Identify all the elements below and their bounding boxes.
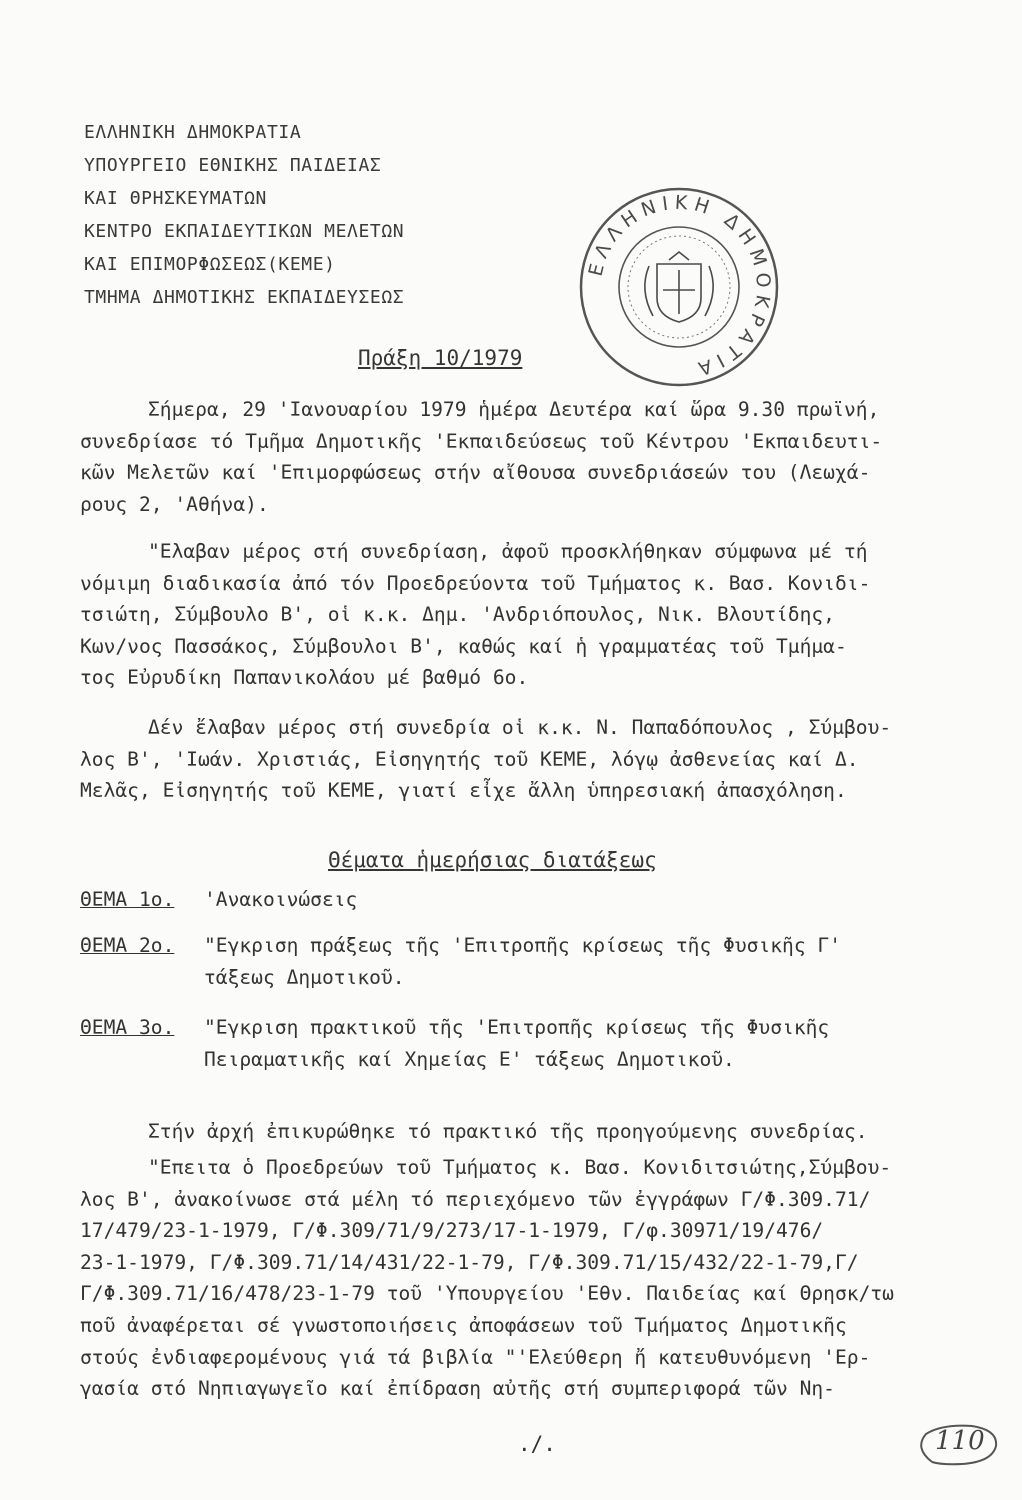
paragraph-attendees xyxy=(80,536,1022,694)
page-number: 110 xyxy=(935,1426,985,1456)
text-line: τος Εὐρυδίκη Παπανικολάου μέ βαθμό 6ο. xyxy=(80,666,529,690)
text-line: λος Β', 'Ιωάν. Χριστιάς, Εἰσηγητής τοῦ ΚΕΜΕ, λόγῳ ἀσθενείας καί Δ. xyxy=(80,747,859,771)
text-line: 23-1-1979, Γ/Φ.309.71/14/431/22-1-79, Γ/Φ.309.71/15/432/22-1-79,Γ/ xyxy=(80,1250,859,1274)
text-line: "Επειτα ὁ Προεδρεύων τοῦ Τμήματος κ. Βασ. Κονιδιτσιώτης,Σύμβου- xyxy=(148,1156,892,1179)
text-line: ποῦ ἀναφέρεται σέ γνωστοποιήσεις ἀποφάσεων τοῦ Τμήματος Δημοτικῆς xyxy=(80,1313,847,1337)
seal-text: ΕΛΛΗΝΙΚΗ ΔΗΜΟΚΡΑΤΙΑ xyxy=(584,191,775,381)
text-line: Σήμερα, 29 'Ιανουαρίου 1979 ἡμέρα Δευτέρα καί ὥρα 9.30 πρωϊνή, xyxy=(148,398,880,421)
agenda-topic-text: "Εγκριση πράξεως τῆς 'Επιτροπῆς κρίσεως τῆς Φυσικῆς Γ' τάξεως Δημοτικοῦ. xyxy=(204,934,842,989)
text-line: Δέν ἔλαβαν μέρος στή συνεδρία οἱ κ.κ. Ν. Παπαδόπουλος , Σύμβου- xyxy=(148,716,892,739)
paragraph-session-date xyxy=(80,394,1022,520)
paragraph-approval: Στήν ἀρχή ἐπικυρώθηκε τό πρακτικό τῆς προηγούμενης συνεδρίας. xyxy=(148,1120,868,1143)
agenda-topic-label: ΘΕΜΑ 1ο. xyxy=(80,888,175,911)
agenda-title: Θέματα ἡμερήσιας διατάξεως xyxy=(328,848,657,872)
letterhead-line: ΚΑΙ ΘΡΗΣΚΕΥΜΑΤΩΝ xyxy=(84,188,267,209)
text-line: Κων/νος Πασσάκος, Σύμβουλοι Β', καθώς καί ἡ γραμματέας τοῦ Τμήμα- xyxy=(80,634,847,658)
text-line: τσιώτη, Σύμβουλο Β', οἱ κ.κ. Δημ. 'Ανδριόπουλος, Νικ. Βλουτίδης, xyxy=(80,603,835,627)
agenda-topic-text: "Εγκριση πρακτικοῦ τῆς 'Επιτροπῆς κρίσεως τῆς Φυσικῆς Πειραματικῆς καί Χημείας Ε' τάξεως Δημοτικοῦ. xyxy=(204,1016,830,1071)
agenda-topic-text: 'Ανακοινώσεις xyxy=(204,888,358,911)
text-line: "Ελαβαν μέρος στή συνεδρίαση, ἀφοῦ προσκλήθηκαν σύμφωνα μέ τή xyxy=(148,540,868,563)
agenda-topic-label: ΘΕΜΑ 3ο. xyxy=(80,1016,175,1039)
letterhead-line: ΤΜΗΜΑ ΔΗΜΟΤΙΚΗΣ ΕΚΠΑΙΔΕΥΣΕΩΣ xyxy=(84,287,405,308)
text-line: Γ/Φ.309.71/16/478/23-1-79 τοῦ 'Υπουργείου 'Εθν. Παιδείας καί Θρησκ/τω xyxy=(80,1282,894,1306)
continuation-marker: ./. xyxy=(518,1432,556,1456)
text-line: Μελᾶς, Εἰσηγητής τοῦ ΚΕΜΕ, γιατί εἶχε ἄλλη ὑπηρεσιακή ἀπασχόληση. xyxy=(80,779,847,803)
paragraph-announcements xyxy=(80,1152,1022,1405)
letterhead-line: ΚΑΙ ΕΠΙΜΟΡΦΩΣΕΩΣ(ΚΕΜΕ) xyxy=(84,254,336,275)
text-line: στούς ἐνδιαφερομένους γιά τά βιβλία "'Ελεύθερη ἤ κατευθυνόμενη 'Ερ- xyxy=(80,1345,871,1369)
official-seal-stamp xyxy=(574,182,784,392)
letterhead-line: ΥΠΟΥΡΓΕΙΟ ΕΘΝΙΚΗΣ ΠΑΙΔΕΙΑΣ xyxy=(84,155,382,176)
act-title: Πράξη 10/1979 xyxy=(358,346,523,370)
agenda-topic-label: ΘΕΜΑ 2ο. xyxy=(80,934,175,957)
text-line: 17/479/23-1-1979, Γ/Φ.309/71/9/273/17-1-1979, Γ/φ.30971/19/476/ xyxy=(80,1219,824,1243)
letterhead xyxy=(84,116,504,314)
letterhead-line: ΕΛΛΗΝΙΚΗ ΔΗΜΟΚΡΑΤΙΑ xyxy=(84,122,302,143)
text-line: νόμιμη διαδικασία ἀπό τόν Προεδρεύοντα τοῦ Τμήματος κ. Βασ. Κονιδι- xyxy=(80,571,871,595)
paragraph-absentees xyxy=(80,712,1022,807)
text-line: ρους 2, 'Αθήνα). xyxy=(80,492,269,516)
text-line: συνεδρίασε τό Τμῆμα Δημοτικῆς 'Εκπαιδεύσεως τοῦ Κέντρου 'Εκπαιδευτι- xyxy=(80,429,883,453)
text-line: γασία στό Νηπιαγωγεῖο καί ἐπίδραση αὐτῆς στή συμπεριφορά τῶν Νη- xyxy=(80,1377,835,1401)
text-line: λος Β', ἀνακοίνωσε στά μέλη τό περιεχόμενο τῶν ἐγγράφων Γ/Φ.309.71/ xyxy=(80,1187,871,1211)
text-line: κῶν Μελετῶν καί 'Επιμορφώσεως στήν αἴθουσα συνεδριάσεών του (Λεωχά- xyxy=(80,461,871,485)
letterhead-line: ΚΕΝΤΡΟ ΕΚΠΑΙΔΕΥΤΙΚΩΝ ΜΕΛΕΤΩΝ xyxy=(84,221,405,242)
